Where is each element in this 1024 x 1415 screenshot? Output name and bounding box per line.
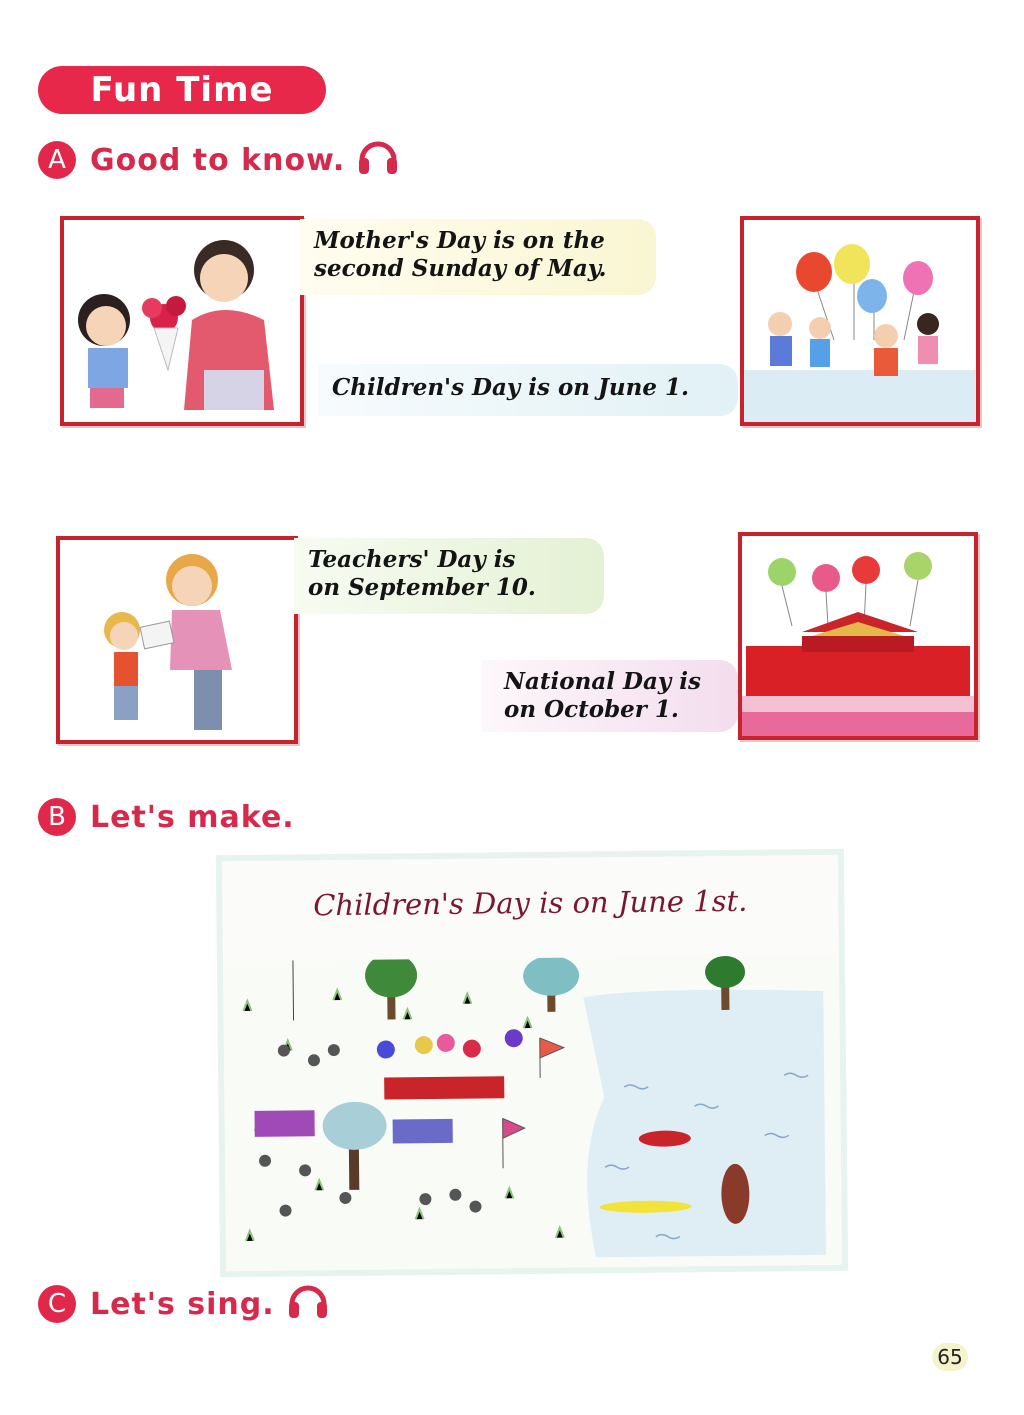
national-day-caption xyxy=(482,660,738,732)
section-a-label: Good to know. xyxy=(90,142,346,178)
mothers-day-picture xyxy=(60,216,304,426)
section-a-heading xyxy=(38,136,399,184)
page-number: 65 xyxy=(932,1343,968,1371)
childrens-day-caption xyxy=(318,364,738,416)
banner-title: Fun Time xyxy=(90,70,274,110)
childrens-day-picture xyxy=(740,216,980,426)
teachers-day-picture xyxy=(56,536,298,744)
national-day-line2: on October 1. xyxy=(504,696,679,723)
headphones-icon[interactable] xyxy=(287,1280,329,1328)
mothers-day-line1: Mother's Day is on the xyxy=(314,227,605,254)
drawing-title: Children's Day is on June 1st. xyxy=(313,883,748,923)
childrens-day-drawing xyxy=(222,855,842,1271)
drawing-scene xyxy=(223,955,842,1271)
section-b-label: Let's make. xyxy=(90,799,295,835)
section-c-letter: C xyxy=(38,1285,76,1323)
national-day-line1: National Day is xyxy=(504,668,701,695)
mothers-day-caption xyxy=(300,219,656,295)
mothers-day-line2: second Sunday of May. xyxy=(314,255,607,282)
teachers-day-line1: Teachers' Day is xyxy=(308,546,516,573)
section-b-letter: B xyxy=(38,798,76,836)
fun-time-banner xyxy=(38,66,326,114)
section-c-heading xyxy=(38,1280,329,1328)
teachers-day-caption xyxy=(294,538,604,614)
headphones-icon[interactable] xyxy=(357,136,399,184)
section-b-heading xyxy=(38,798,295,836)
national-day-picture xyxy=(738,532,978,740)
section-a-letter: A xyxy=(38,141,76,179)
childrens-day-line1: Children's Day is on June 1. xyxy=(332,374,690,401)
section-c-label: Let's sing. xyxy=(90,1286,275,1322)
teachers-day-line2: on September 10. xyxy=(308,574,536,601)
